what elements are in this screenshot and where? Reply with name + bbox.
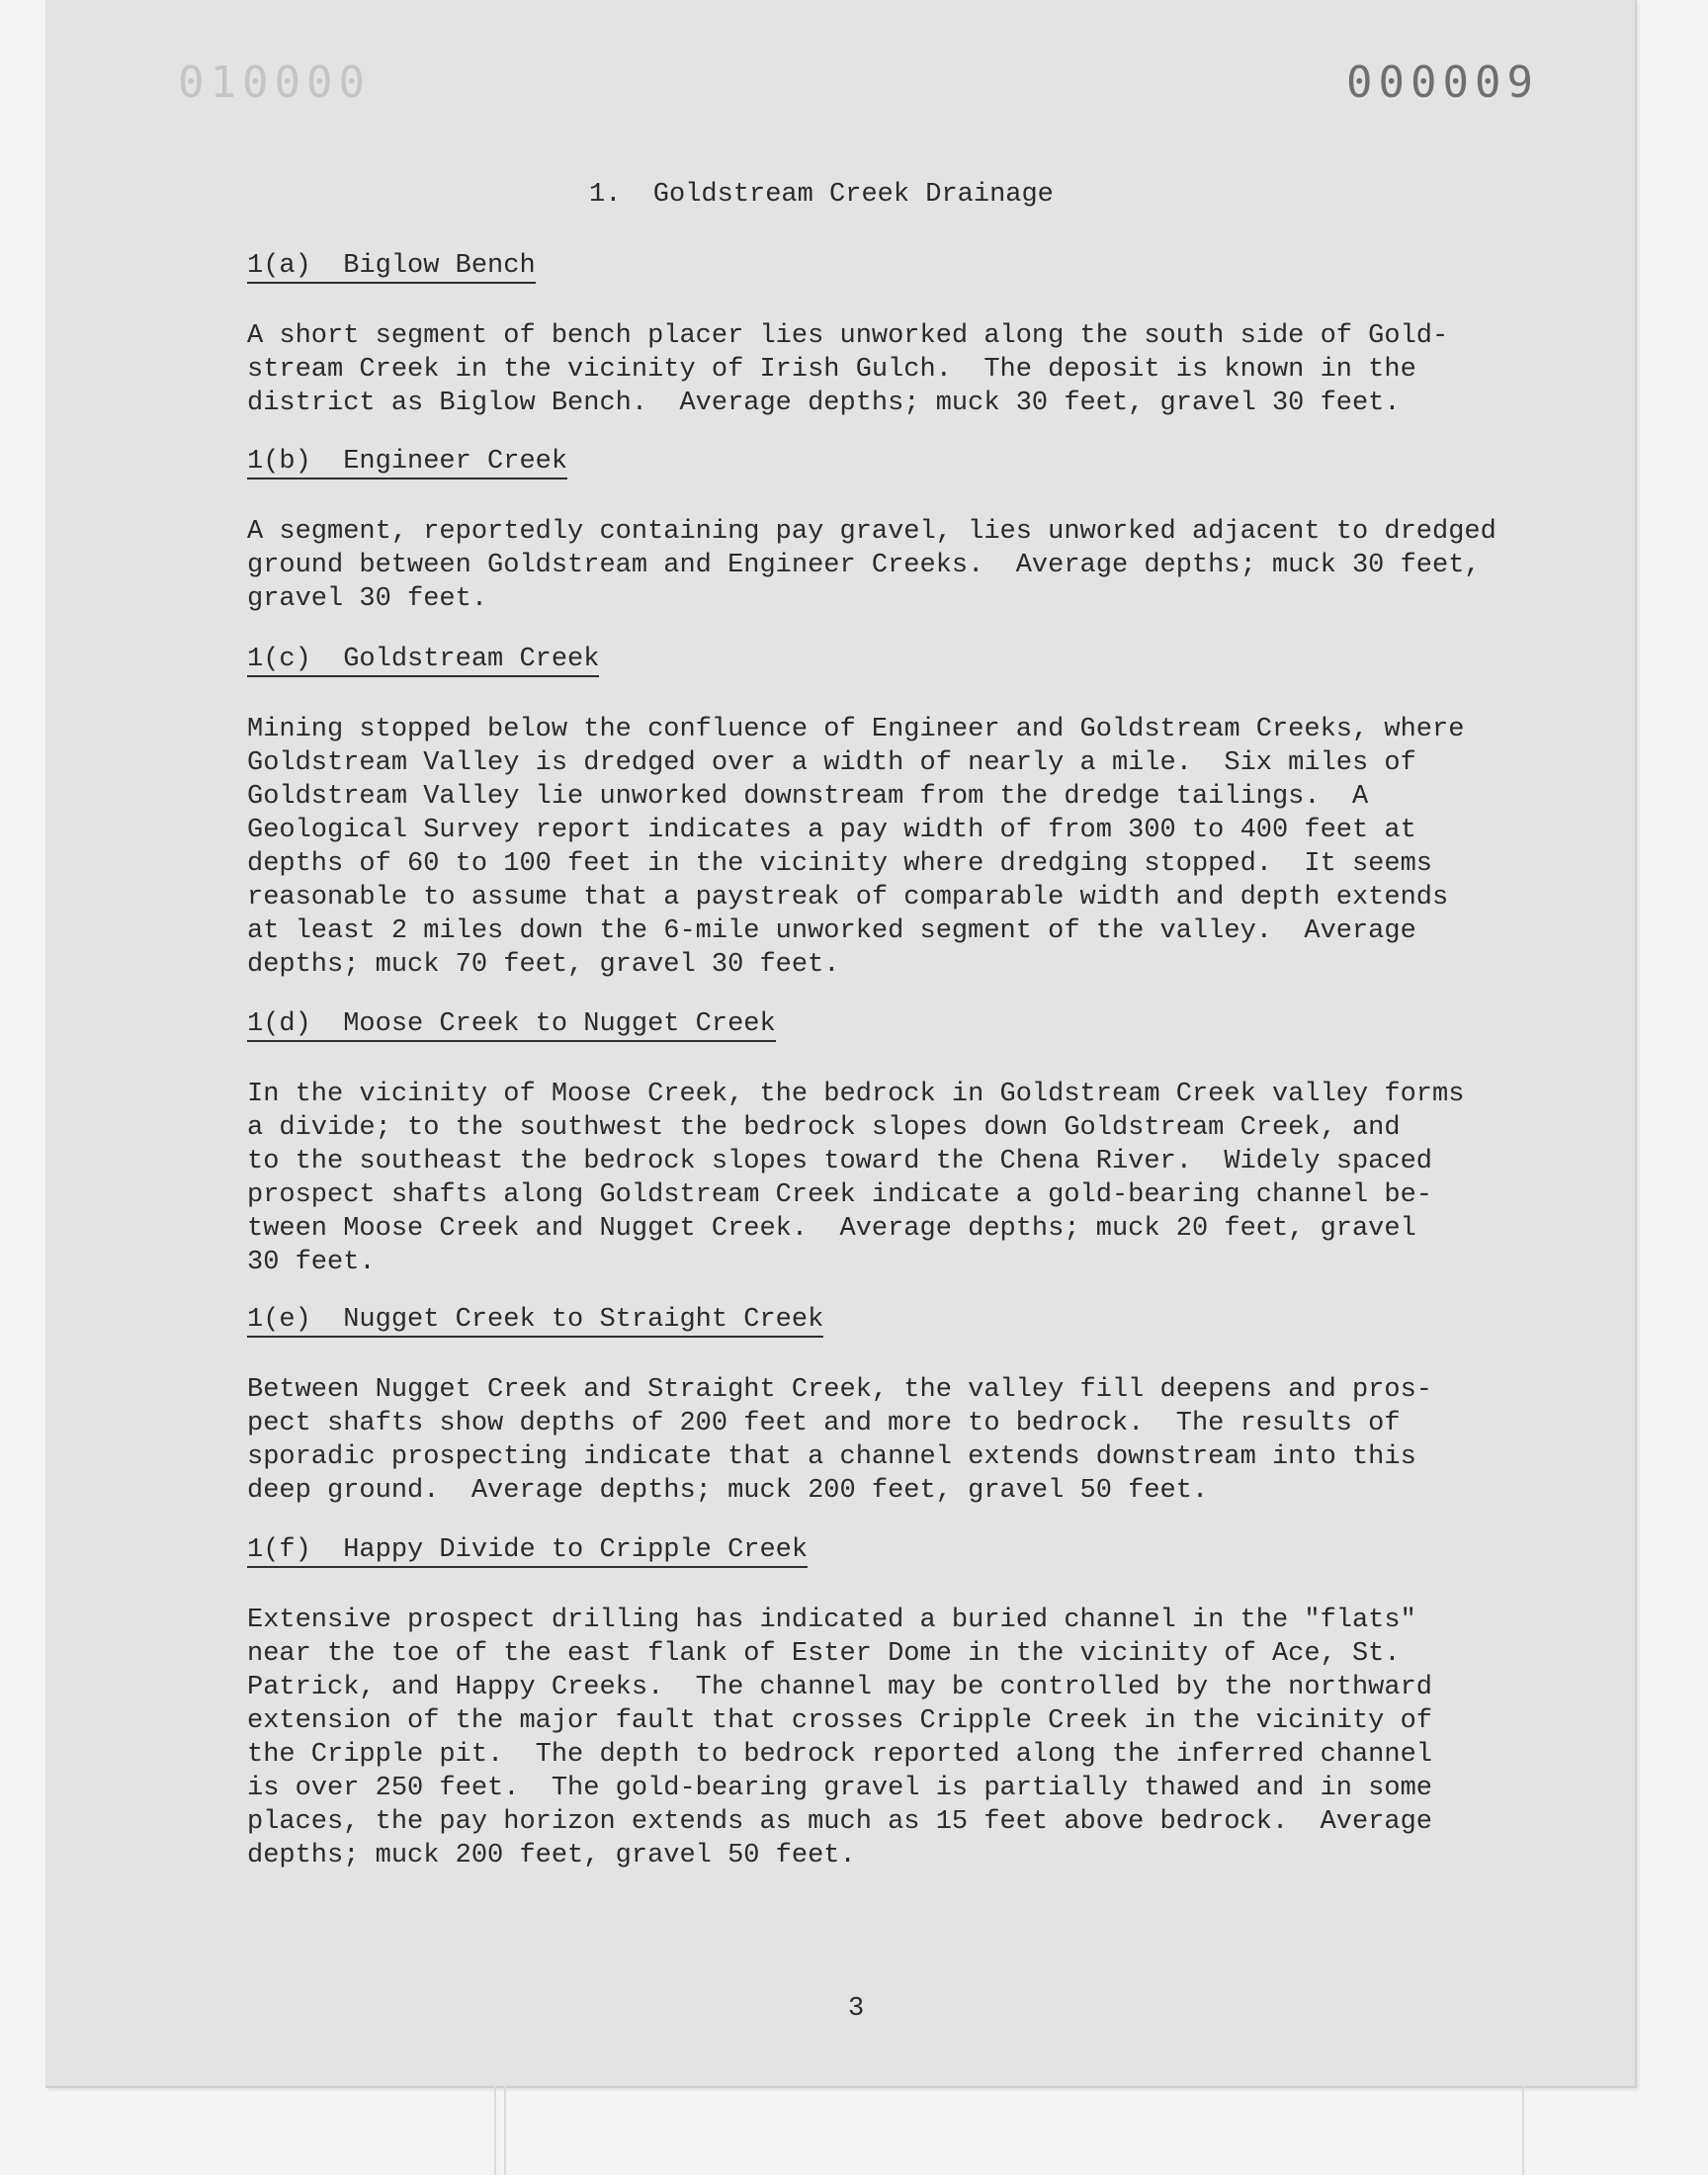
section-heading: 1(c) Goldstream Creek [247,645,599,677]
section-happy-to-cripple [247,1535,1562,1872]
section-heading: 1(a) Biglow Bench [247,251,536,284]
section-heading: 1(e) Nugget Creek to Straight Creek [247,1305,823,1338]
section-paragraph: Mining stopped below the confluence of Engineer and Goldstream Creeks, where Goldstream Valley is dredged over a width of nearly a mile. Six miles of Goldstream Valley lie unworked downstream from the dredge tailings. A Geological Survey report indicates a pay width of from 300 to 400 feet at depths of 60 to 100 feet in the vicinity where dredging stopped. It seems reasonable to assume that a paystreak of comparable width and depth extends at least 2 miles down the 6-mile unworked segment of the valley. Average depths; muck 70 feet, gravel 30 feet. [247,715,1465,980]
page-number: 3 [848,1994,865,2024]
scan-artifact-line [494,2086,496,2175]
scan-artifact-line [1522,2086,1524,2175]
section-moose-to-nugget [247,1009,1562,1279]
section-biglow-bench [247,251,1562,420]
section-goldstream-creek [247,645,1562,982]
section-paragraph: In the vicinity of Moose Creek, the bedrock in Goldstream Creek valley forms a divide; to the southwest the bedrock slopes down Goldstream Creek, and to the southeast the bedrock slopes toward the Chena River. Widely spaced prospect shafts along Goldstream Creek indicate a gold-bearing channel be- tween Moose Creek and Nugget Creek. Average depths; muck 20 feet, gravel 30 feet. [247,1080,1465,1277]
section-heading: 1(f) Happy Divide to Cripple Creek [247,1535,808,1568]
scan-artifact-line [504,2086,506,2175]
page-stamp: 000009 [1346,57,1539,108]
section-engineer-creek [247,447,1562,616]
section-paragraph: Between Nugget Creek and Straight Creek, the valley fill deepens and pros- pect shafts show depths of 200 feet and more to bedrock. The results of sporadic prospecting indicate that a channel extends downstream into this deep ground. Average depths; muck 200 feet, gravel 50 feet. [247,1375,1432,1506]
section-nugget-to-straight [247,1305,1562,1508]
section-heading: 1(b) Engineer Creek [247,447,567,479]
section-heading: 1(d) Moose Creek to Nugget Creek [247,1009,776,1042]
section-paragraph: A segment, reportedly containing pay gravel, lies unworked adjacent to dredged ground between Goldstream and Engineer Creeks. Average depths; muck 30 feet, gravel 30 feet. [247,517,1496,614]
page-stamp-faint: 010000 [178,57,371,108]
section-paragraph: A short segment of bench placer lies unworked along the south side of Gold- stream Creek in the vicinity of Irish Gulch. The deposit is known in the district as Biglow Bench. Average depths; muck 30 feet, gravel 30 feet. [247,321,1449,418]
page-title: 1. Goldstream Creek Drainage [589,180,1054,210]
section-paragraph: Extensive prospect drilling has indicated a buried channel in the "flats" near the toe of the east flank of Ester Dome in the vicinity of Ace, St. Patrick, and Happy Creeks. The channel may be controlled by the northward extension of the major fault that crosses Cripple Creek in the vicinity of the Cripple pit. The depth to bedrock reported along the inferred channel is over 250 feet. The gold-bearing gravel is partially thawed and in some places, the pay horizon extends as much as 15 feet above bedrock. Average depths; muck 200 feet, gravel 50 feet. [247,1606,1432,1870]
